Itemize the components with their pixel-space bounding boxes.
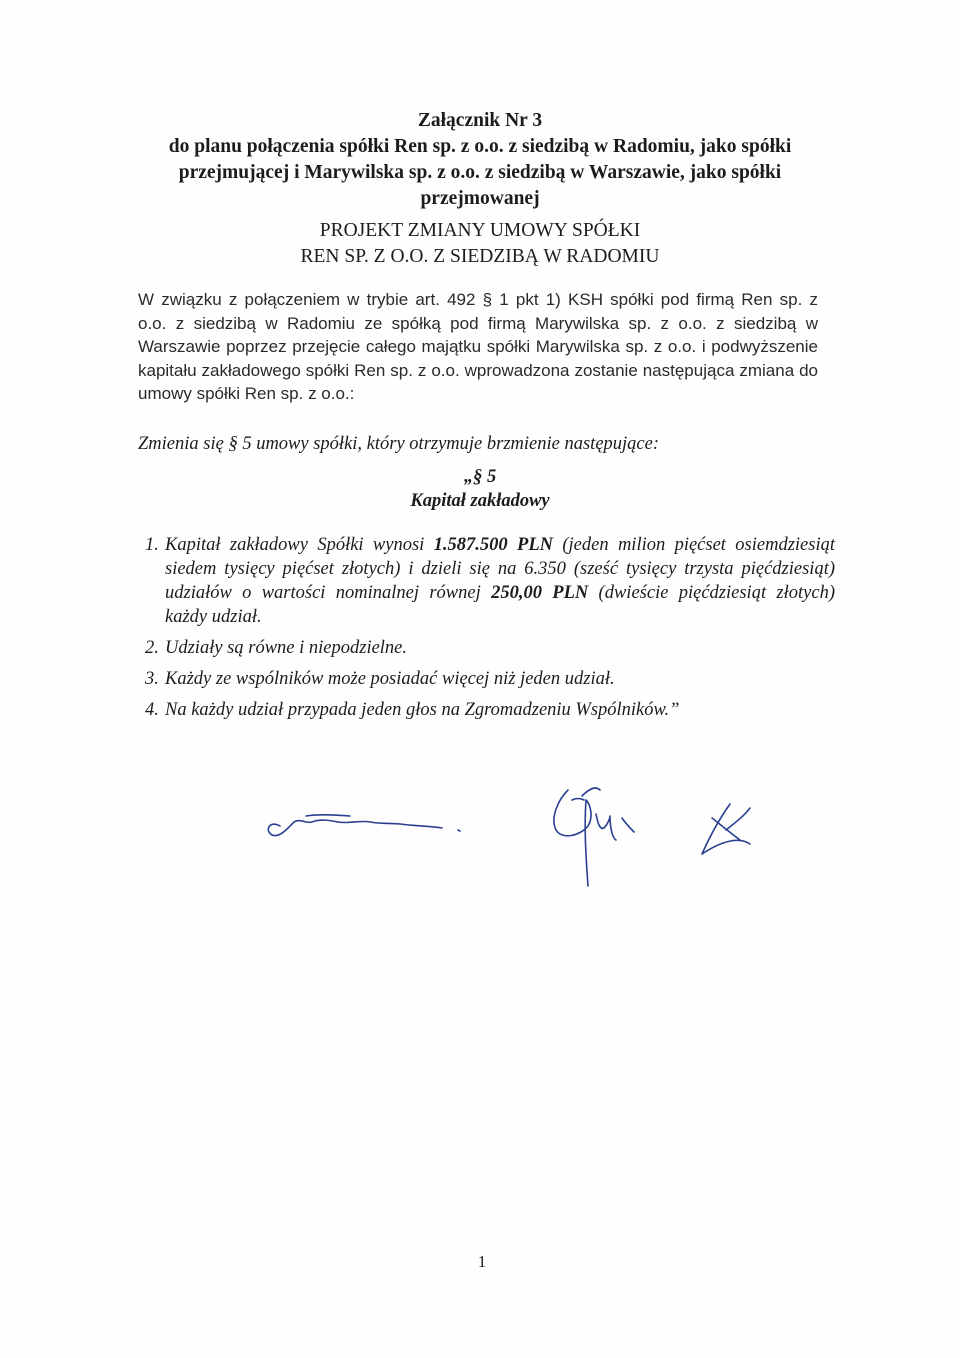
item-number: 2. <box>145 638 159 658</box>
item-text-part: (jeden milion pięćset osiemdziesiąt <box>553 535 835 555</box>
nominal-value-amount: 250,00 PLN <box>491 583 589 603</box>
signature-1 <box>268 820 442 835</box>
intro-line: umowy spółki Ren sp. z o.o.: <box>138 384 355 404</box>
signature-3 <box>702 804 750 854</box>
intro-line: kapitału zakładowego spółki Ren sp. z o.o. wprowadzona zostanie następująca zmiana do <box>138 360 818 380</box>
intro-line: o.o. z siedzibą w Radomiu ze spółką pod firmą Marywilska sp. z o.o. z siedzibą w <box>138 313 818 333</box>
item-text-part: (dwieście pięćdziesiąt złotych) <box>588 583 835 603</box>
signature-2 <box>554 788 634 886</box>
list-item <box>145 698 835 722</box>
annex-subtitle-line-3: przejmowanej <box>420 188 540 209</box>
section-number: „§ 5 <box>463 467 497 487</box>
item-number: 3. <box>145 669 159 689</box>
item-line <box>165 533 835 557</box>
item-number: 4. <box>145 700 159 720</box>
item-text: Udziały są równe i niepodzielne. <box>165 638 408 658</box>
section-title: Kapitał zakładowy <box>410 491 550 511</box>
list-item <box>145 667 835 691</box>
intro-paragraph <box>138 288 818 406</box>
item-text-part: udziałów o wartości nominalnej równej <box>165 583 492 603</box>
item-number: 1. <box>145 535 159 555</box>
item-line <box>165 581 835 605</box>
share-capital-amount: 1.587.500 PLN <box>433 535 553 555</box>
document-title-line-2: REN SP. Z O.O. Z SIEDZIBĄ W RADOMIU <box>300 246 660 267</box>
signatures <box>250 778 870 888</box>
list-item <box>145 533 835 629</box>
annex-header <box>150 108 810 212</box>
page-number: 1 <box>477 1252 487 1271</box>
annex-number: Załącznik Nr 3 <box>417 110 543 131</box>
intro-line: W związku z połączeniem w trybie art. 492 § 1 pkt 1) KSH spółki pod firmą Ren sp. z <box>138 290 818 309</box>
intro-line: Warszawie poprzez przejęcie całego majątku spółki Marywilska sp. z o.o. i podwyższenie <box>138 337 818 357</box>
item-line: siedem tysięcy pięćset złotych) i dzieli się na 6.350 (sześć tysięcy trzysta pięćdziesiąt) <box>165 559 835 579</box>
list-item <box>145 636 835 660</box>
document-title <box>150 218 810 270</box>
annex-subtitle-line-2: przejmującej i Marywilska sp. z o.o. z siedzibą w Warszawie, jako spółki <box>178 162 782 183</box>
provisions-list <box>145 533 835 729</box>
change-statement: Zmienia się § 5 umowy spółki, który otrzymuje brzmienie następujące: <box>138 434 659 454</box>
item-text <box>165 533 835 629</box>
annex-subtitle-line-1: do planu połączenia spółki Ren sp. z o.o. z siedzibą w Radomiu, jako spółki <box>168 136 792 157</box>
item-line: każdy udział. <box>165 607 262 627</box>
item-text: Każdy ze wspólników może posiadać więcej niż jeden udział. <box>165 669 615 689</box>
item-text-part: Kapitał zakładowy Spółki wynosi <box>165 535 434 555</box>
document-title-line-1: PROJEKT ZMIANY UMOWY SPÓŁKI <box>319 220 641 241</box>
item-text: Na każdy udział przypada jeden głos na Zgromadzeniu Wspólników.” <box>165 700 680 720</box>
